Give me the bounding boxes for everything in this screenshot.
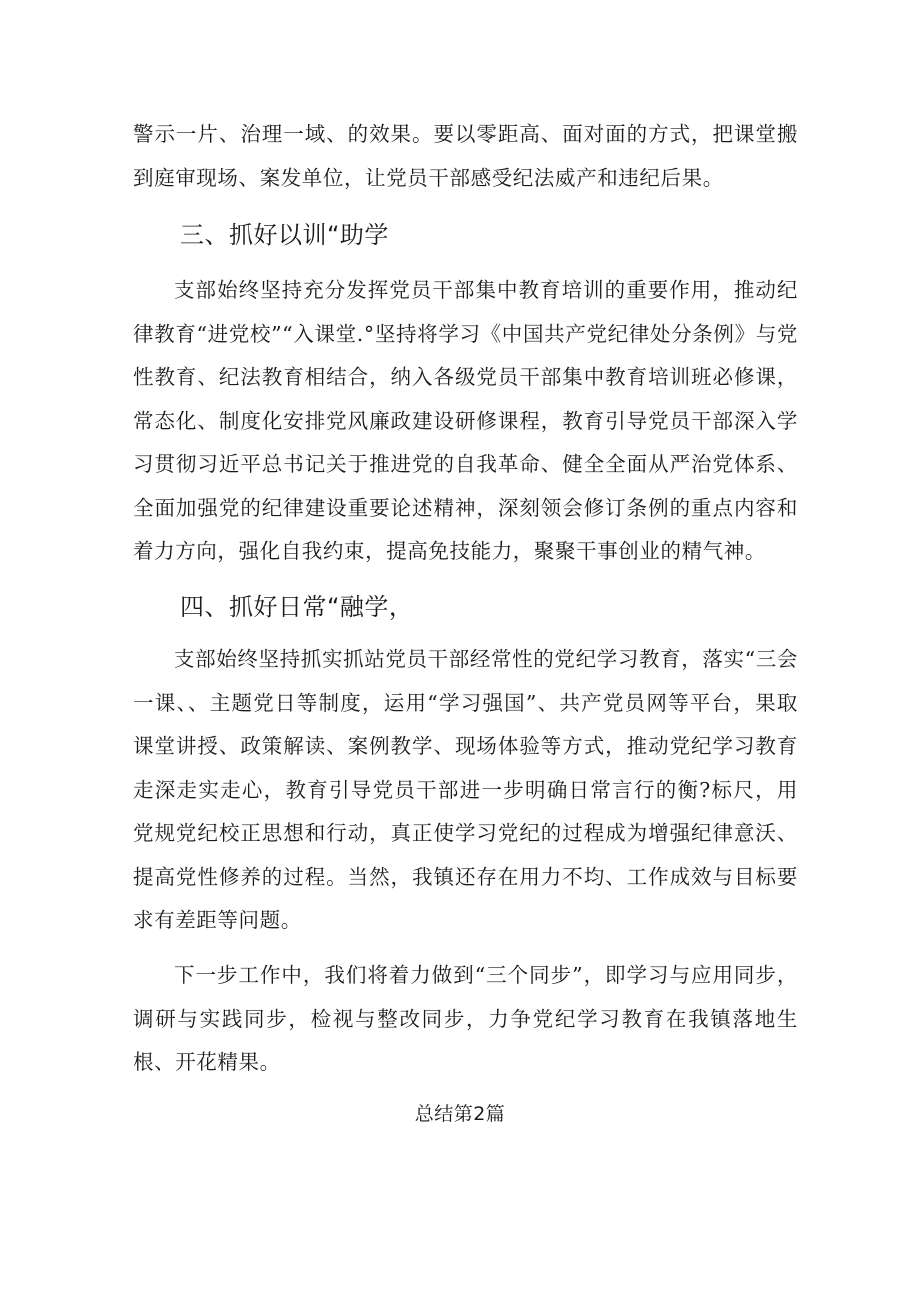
section-four-heading: 四、抓好日常“融学， xyxy=(180,593,414,621)
next-steps-paragraph: 下一步工作中，我们将着力做到“三个同步”，即学习与应用同步，调研与实践同步，检视与整改同步，力争党纪学习教育在我镇落地生根、开花精果。 xyxy=(133,963,798,1074)
section-three-paragraph: 支部始终坚持充分发挥党员干部集中教育培训的重要作用，推动纪律教育“进党校”“入课堂.°坚持将学习《中国共产党纪律处分条例》与党性教育、纪法教育相结合，纳入各级党员干部集中教育培训班必修课，常态化、制度化安排党风廉政建设研修课程，教育引导党员干部深入学习贯彻习近平总书记关于推进党的自我革命、健全全面从严治党体系、全面加强党的纪律建设重要论述精神，深刻领会修订条例的重点内容和着力方向，强化自我约束，提高免技能力，聚聚干事创业的精气神。 xyxy=(133,278,798,563)
intro-paragraph: 警示一片、治理一域、的效果。要以零距高、面对面的方式，把课堂搬到庭审现场、案发单位，让党员干部感受纪法威产和违纪后果。 xyxy=(133,122,798,190)
section-four-paragraph: 支部始终坚持抓实抓站党员干部经常性的党纪学习教育，落实“三会一课、、主题党日等制度，运用“学习强国”、共产党员网等平台，果取课堂讲授、政策解读、案例教学、现场体验等方式，推动党纪学习教育走深走实走心，教育引导党员干部进一步明确日常言行的衡?标尺，用党规党纪校正思想和行动，真正使学习党纪的过程成为增强纪律意沃、提高党性修养的过程。当然，我镇还存在用力不均、工作成效与目标要求有差距等问题。 xyxy=(133,647,798,932)
next-article-title: 总结第2篇 xyxy=(414,1103,506,1125)
section-three-heading: 三、抓好以训“助学 xyxy=(180,221,389,249)
